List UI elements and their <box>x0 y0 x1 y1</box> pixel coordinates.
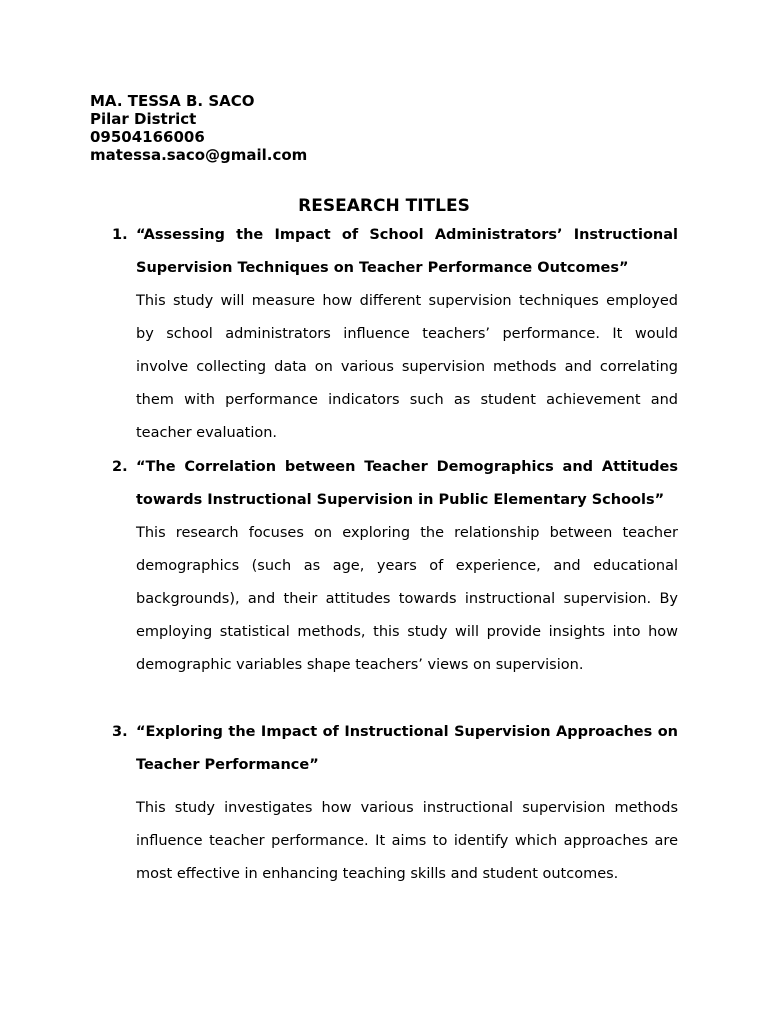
entry-number: 1. <box>112 227 128 243</box>
research-entry <box>112 451 678 682</box>
research-entry <box>112 716 678 891</box>
entry-heading: “Exploring the Impact of Instructional Supervision Approaches on Teacher Performance” <box>136 724 678 773</box>
author-district: Pilar District <box>90 110 197 128</box>
entry-description: This study investigates how various instructional supervision methods influence teacher performance. It aims to identify which approaches are most effective in enhancing teaching skills and student outcomes. <box>136 800 678 882</box>
document-title: RESEARCH TITLES <box>298 196 470 216</box>
author-header <box>90 92 307 164</box>
entry-heading: “The Correlation between Teacher Demographics and Attitudes towards Instructional Supervision in Public Elementary Schools” <box>136 459 678 508</box>
entry-number: 3. <box>112 724 128 740</box>
research-entry <box>112 219 678 450</box>
entry-description: This study will measure how different supervision techniques employed by school administrators influence teachers’ performance. It would involve collecting data on various supervision methods and correlating them with performance indicators such as student achievement and teacher evaluation. <box>136 293 678 441</box>
entry-number: 2. <box>112 459 128 475</box>
author-name: MA. TESSA B. SACO <box>90 92 255 110</box>
entry-heading: “Assessing the Impact of School Administrators’ Instructional Supervision Techniques on Teacher Performance Outcomes” <box>136 227 678 276</box>
author-email: matessa.saco@gmail.com <box>90 146 308 164</box>
entry-description: This research focuses on exploring the relationship between teacher demographics (such as age, years of experience, and educational backgrounds), and their attitudes towards instructional supervision. By employing statistical methods, this study will provide insights into how demographic variables shape teachers’ views on supervision. <box>136 525 678 673</box>
author-phone: 09504166006 <box>90 128 205 146</box>
